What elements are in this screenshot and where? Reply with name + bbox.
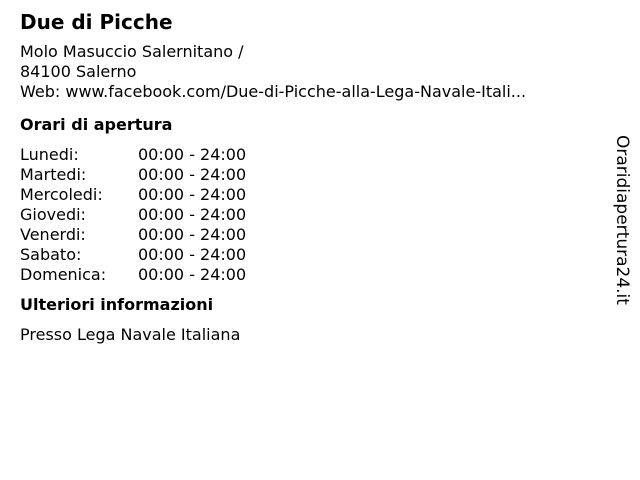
business-name: Due di Picche xyxy=(20,10,173,34)
additional-info-text: Presso Lega Navale Italiana xyxy=(20,325,241,344)
hours-value: 00:00 - 24:00 xyxy=(138,225,247,244)
hours-value: 00:00 - 24:00 xyxy=(138,145,247,164)
hours-row xyxy=(20,145,600,165)
business-card xyxy=(20,10,600,345)
hours-row xyxy=(20,245,600,265)
hours-row xyxy=(20,225,600,245)
hours-value: 00:00 - 24:00 xyxy=(138,245,247,264)
day-label: Lunedi: xyxy=(20,145,79,164)
address-line-2: 84100 Salerno xyxy=(20,62,137,81)
day-label: Mercoledi: xyxy=(20,185,103,204)
hours-row xyxy=(20,265,600,285)
opening-hours-table xyxy=(20,145,600,285)
hours-row xyxy=(20,165,600,185)
day-label: Domenica: xyxy=(20,265,107,284)
day-label: Venerdi: xyxy=(20,225,86,244)
hours-value: 00:00 - 24:00 xyxy=(138,185,247,204)
address-block xyxy=(20,42,600,102)
hours-value: 00:00 - 24:00 xyxy=(138,205,247,224)
site-watermark: Oraridiapertura24.it xyxy=(612,135,632,305)
hours-row xyxy=(20,205,600,225)
day-label: Martedi: xyxy=(20,165,87,184)
address-line-1: Molo Masuccio Salernitano / xyxy=(20,42,244,61)
day-label: Sabato: xyxy=(20,245,82,264)
hours-value: 00:00 - 24:00 xyxy=(138,265,247,284)
additional-info-heading: Ulteriori informazioni xyxy=(20,295,214,314)
day-label: Giovedi: xyxy=(20,205,86,224)
website-line[interactable]: Web: www.facebook.com/Due-di-Picche-alla-Lega-Navale-Itali... xyxy=(20,82,527,101)
opening-hours-heading: Orari di apertura xyxy=(20,115,173,134)
hours-row xyxy=(20,185,600,205)
hours-value: 00:00 - 24:00 xyxy=(138,165,247,184)
